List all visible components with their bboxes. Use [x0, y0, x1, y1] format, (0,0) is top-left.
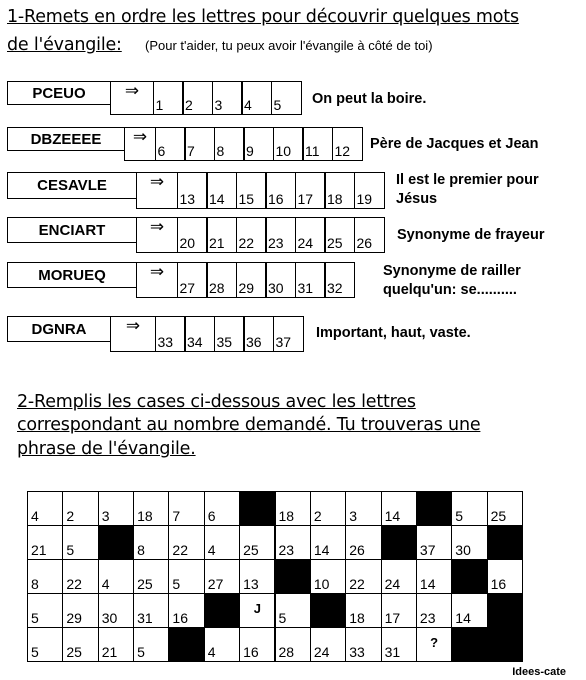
cell-number: 27 [179, 280, 196, 296]
scrambled-word: DGNRA [7, 316, 111, 342]
answer-cell[interactable] [177, 217, 208, 253]
grid-cell[interactable] [27, 627, 63, 662]
black-cell [451, 627, 487, 662]
grid-cell[interactable] [310, 627, 346, 662]
answer-cell[interactable] [265, 262, 296, 298]
scrambled-word: ENCIART [7, 217, 137, 243]
grid-cell[interactable] [451, 491, 487, 526]
cell-number: 19 [356, 191, 373, 207]
grid-cell-number: 25 [66, 644, 82, 660]
answer-cell[interactable] [177, 172, 208, 209]
grid-cell-number: 25 [243, 542, 259, 558]
cell-number: 2 [185, 97, 193, 113]
cell-number: 13 [179, 191, 196, 207]
answer-cell[interactable] [243, 127, 274, 161]
grid-cell-number: 23 [278, 542, 295, 558]
grid-cell-number: 14 [419, 576, 436, 592]
cell-number: 23 [268, 235, 284, 251]
cell-number: 37 [275, 334, 292, 350]
arrow-icon: ⇒ [136, 172, 178, 209]
scrambled-word: DBZEEEE [7, 127, 125, 151]
grid-cell[interactable] [345, 559, 381, 594]
cell-number: 36 [246, 334, 262, 350]
answer-cell[interactable] [236, 262, 267, 298]
exercise1-title-line1: 1-Remets en ordre les lettres pour découvrir quelques mots [7, 7, 519, 27]
black-cell [98, 525, 134, 560]
grid-cell[interactable] [239, 627, 275, 662]
grid-cell-number: 5 [66, 542, 75, 558]
answer-cell[interactable] [332, 127, 363, 161]
answer-cell[interactable] [206, 217, 237, 253]
grid-cell[interactable] [62, 627, 98, 662]
cell-number: 28 [209, 280, 225, 296]
answer-cell[interactable] [155, 127, 186, 161]
exercise2-title-line2: correspondant au nombre demandé. Tu trouveras une [17, 415, 481, 435]
grid-cell[interactable] [381, 491, 417, 526]
answer-cell[interactable] [155, 316, 186, 352]
grid-cell-number: 13 [243, 576, 259, 592]
grid-cell[interactable] [168, 593, 204, 628]
grid-cell[interactable] [133, 627, 169, 662]
answer-cell[interactable] [236, 217, 267, 253]
grid-cell[interactable] [275, 491, 311, 526]
grid-cell-number: 16 [243, 644, 259, 660]
grid-cell[interactable] [487, 491, 523, 526]
answer-cell[interactable] [295, 217, 326, 253]
grid-cell[interactable] [275, 593, 311, 628]
credit: Idees-cate [512, 666, 566, 678]
grid-cell-number: 7 [172, 508, 181, 524]
answer-cell[interactable] [265, 172, 296, 209]
grid-cell[interactable] [168, 559, 204, 594]
grid-cell[interactable] [416, 559, 452, 594]
cell-number: 21 [209, 235, 225, 251]
grid-cell[interactable] [310, 525, 346, 560]
grid-cell-number: 14 [384, 508, 401, 524]
grid-cell[interactable] [204, 491, 240, 526]
answer-cell[interactable] [324, 217, 355, 253]
grid-cell[interactable] [62, 593, 98, 628]
grid-cell-number: 22 [349, 576, 365, 592]
scrambled-word: MORUEQ [7, 262, 137, 288]
grid-cell[interactable] [345, 593, 381, 628]
cell-number: 14 [209, 191, 225, 207]
grid-cell-number: 24 [384, 576, 401, 592]
answer-cell[interactable] [236, 172, 267, 209]
answer-cell[interactable] [302, 127, 333, 161]
grid-cell-number: 18 [278, 508, 295, 524]
grid-cell[interactable] [416, 593, 452, 628]
grid-cell[interactable] [275, 627, 311, 662]
grid-cell[interactable] [98, 593, 134, 628]
grid-cell[interactable] [62, 559, 98, 594]
answer-cell[interactable] [214, 127, 245, 161]
cell-number: 3 [214, 97, 223, 113]
cell-number: 31 [297, 280, 314, 296]
cell-number: 30 [268, 280, 284, 296]
arrow-icon: ⇒ [136, 217, 178, 253]
cell-number: 24 [297, 235, 314, 251]
black-cell [239, 491, 275, 526]
grid-cell[interactable] [381, 627, 417, 662]
grid-cell-number: 5 [31, 644, 39, 660]
exercise1-title-line2: de l'évangile: [7, 35, 122, 55]
grid-cell-number: 8 [137, 542, 145, 558]
cell-number: 8 [216, 143, 225, 159]
answer-cell[interactable] [265, 217, 296, 253]
arrow-icon: ⇒ [124, 127, 156, 161]
grid-cell[interactable] [239, 593, 275, 628]
black-cell [487, 525, 523, 560]
answer-cell[interactable] [354, 172, 385, 209]
grid-cell-given-letter: J [253, 601, 261, 616]
word-definition: Il est le premier pour Jésus [396, 172, 539, 207]
grid-cell-number: 27 [207, 576, 224, 592]
cell-number: 4 [244, 97, 252, 113]
cell-number: 16 [268, 191, 284, 207]
answer-cell[interactable] [182, 81, 213, 115]
grid-cell[interactable] [133, 491, 169, 526]
arrow-icon: ⇒ [136, 262, 178, 298]
cell-number: 6 [157, 143, 166, 159]
grid-cell[interactable] [416, 525, 452, 560]
answer-cell[interactable] [271, 81, 302, 115]
grid-cell-number: 5 [278, 610, 287, 626]
grid-cell-number: 18 [349, 610, 365, 626]
answer-cell[interactable] [206, 172, 237, 209]
grid-cell[interactable] [98, 627, 134, 662]
answer-cell[interactable] [324, 172, 355, 209]
grid-cell[interactable] [381, 559, 417, 594]
grid-cell[interactable] [239, 525, 275, 560]
black-cell [310, 593, 346, 628]
cell-number: 11 [305, 143, 320, 159]
grid-cell-number: 28 [278, 644, 295, 660]
grid-cell-number: 4 [101, 576, 110, 592]
cell-number: 29 [238, 280, 255, 296]
answer-cell[interactable] [177, 262, 208, 298]
grid-cell-number: 10 [313, 576, 330, 592]
grid-cell-number: 22 [172, 542, 188, 558]
grid-cell-number: 16 [490, 576, 507, 592]
word-definition: Père de Jacques et Jean [370, 136, 539, 152]
black-cell [275, 559, 311, 594]
cell-number: 35 [216, 334, 233, 350]
black-cell [381, 525, 417, 560]
grid-cell[interactable] [381, 593, 417, 628]
grid-cell-given-letter: ? [430, 635, 439, 650]
cell-number: 32 [327, 280, 343, 296]
answer-cell[interactable] [354, 217, 385, 253]
grid-cell-number: 31 [137, 610, 153, 626]
grid-cell-number: 8 [31, 576, 39, 592]
grid-cell[interactable] [204, 627, 240, 662]
grid-cell-number: 23 [419, 610, 436, 626]
grid-cell-number: 6 [207, 508, 216, 524]
grid-cell-number: 26 [349, 542, 365, 558]
grid-cell[interactable] [239, 559, 275, 594]
answer-cell[interactable] [295, 172, 326, 209]
grid-cell[interactable] [204, 525, 240, 560]
black-cell [204, 593, 240, 628]
letter-grid [27, 491, 522, 661]
grid-cell-number: 33 [349, 644, 365, 660]
cell-number: 7 [187, 143, 195, 159]
grid-cell[interactable] [275, 525, 311, 560]
grid-cell-number: 2 [66, 508, 75, 524]
grid-cell[interactable] [345, 627, 381, 662]
cell-number: 15 [238, 191, 255, 207]
grid-cell[interactable] [310, 491, 346, 526]
grid-cell[interactable] [133, 593, 169, 628]
grid-cell-number: 18 [137, 508, 153, 524]
grid-cell-number: 21 [31, 542, 47, 558]
grid-cell-number: 14 [313, 542, 330, 558]
cell-number: 12 [334, 143, 351, 159]
grid-cell[interactable] [451, 593, 487, 628]
answer-cell[interactable] [206, 262, 237, 298]
grid-cell-number: 22 [66, 576, 82, 592]
answer-cell[interactable] [324, 262, 355, 298]
cell-number: 22 [238, 235, 255, 251]
grid-cell[interactable] [345, 491, 381, 526]
grid-cell-number: 4 [207, 644, 216, 660]
cell-number: 26 [356, 235, 373, 251]
grid-cell-number: 4 [31, 508, 39, 524]
grid-cell-number: 4 [207, 542, 216, 558]
arrow-icon: ⇒ [110, 81, 154, 115]
answer-cell[interactable] [241, 81, 272, 115]
grid-cell-number: 25 [490, 508, 507, 524]
grid-cell-number: 24 [313, 644, 330, 660]
answer-cell[interactable] [295, 262, 326, 298]
black-cell [487, 627, 523, 662]
grid-cell-number: 2 [313, 508, 322, 524]
grid-cell-number: 5 [172, 576, 181, 592]
grid-cell[interactable] [98, 491, 134, 526]
arrow-icon: ⇒ [110, 316, 156, 352]
grid-cell[interactable] [62, 525, 98, 560]
grid-cell-number: 29 [66, 610, 82, 626]
black-cell [451, 559, 487, 594]
word-definition: On peut la boire. [312, 91, 427, 107]
scrambled-word: PCEUO [7, 81, 111, 105]
cell-number: 20 [179, 235, 196, 251]
grid-cell[interactable] [204, 559, 240, 594]
black-cell [416, 491, 452, 526]
answer-cell[interactable] [273, 127, 304, 161]
word-definition: Important, haut, vaste. [316, 325, 471, 341]
grid-cell-number: 16 [172, 610, 188, 626]
grid-cell-number: 25 [137, 576, 153, 592]
grid-cell[interactable] [27, 593, 63, 628]
cell-number: 18 [327, 191, 343, 207]
grid-cell-number: 5 [455, 508, 464, 524]
answer-cell[interactable] [273, 316, 304, 352]
answer-cell[interactable] [184, 316, 215, 352]
answer-cell[interactable] [153, 81, 184, 115]
grid-cell[interactable] [416, 627, 452, 662]
cell-number: 1 [155, 97, 164, 113]
word-definition: Synonyme de railler quelqu'un: se.......... [383, 263, 521, 298]
answer-cell[interactable] [243, 316, 274, 352]
grid-cell-number: 3 [101, 508, 110, 524]
grid-cell-number: 21 [101, 644, 118, 660]
cell-number: 25 [327, 235, 343, 251]
grid-cell[interactable] [168, 525, 204, 560]
grid-cell[interactable] [310, 559, 346, 594]
answer-cell[interactable] [214, 316, 245, 352]
exercise2-title-line3: phrase de l'évangile. [17, 439, 196, 459]
answer-cell[interactable] [212, 81, 243, 115]
grid-cell[interactable] [27, 559, 63, 594]
scrambled-word: CESAVLE [7, 172, 137, 199]
black-cell [487, 593, 523, 628]
grid-cell[interactable] [133, 525, 169, 560]
cell-number: 9 [246, 143, 254, 159]
grid-cell[interactable] [133, 559, 169, 594]
grid-cell[interactable] [487, 559, 523, 594]
grid-cell-number: 37 [419, 542, 436, 558]
grid-cell-number: 17 [384, 610, 401, 626]
grid-cell[interactable] [98, 559, 134, 594]
word-definition: Synonyme de frayeur [397, 227, 545, 243]
exercise2-title-line1: 2-Remplis les cases ci-dessous avec les lettres [17, 392, 416, 412]
grid-cell-number: 30 [101, 610, 118, 626]
cell-number: 17 [297, 191, 314, 207]
grid-cell[interactable] [27, 525, 63, 560]
grid-cell-number: 5 [137, 644, 145, 660]
grid-cell[interactable] [451, 525, 487, 560]
grid-cell-number: 30 [455, 542, 471, 558]
grid-cell[interactable] [27, 491, 63, 526]
black-cell [168, 627, 204, 662]
grid-cell[interactable] [168, 491, 204, 526]
grid-cell-number: 5 [31, 610, 39, 626]
grid-cell-number: 3 [349, 508, 357, 524]
grid-cell[interactable] [62, 491, 98, 526]
grid-cell[interactable] [345, 525, 381, 560]
answer-cell[interactable] [184, 127, 215, 161]
grid-cell-number: 14 [455, 610, 471, 626]
cell-number: 34 [187, 334, 203, 350]
grid-cell-number: 31 [384, 644, 401, 660]
cell-number: 5 [273, 97, 282, 113]
cell-number: 10 [275, 143, 292, 159]
cell-number: 33 [157, 334, 174, 350]
exercise1-hint: (Pour t'aider, tu peux avoir l'évangile à côté de toi) [145, 38, 433, 53]
